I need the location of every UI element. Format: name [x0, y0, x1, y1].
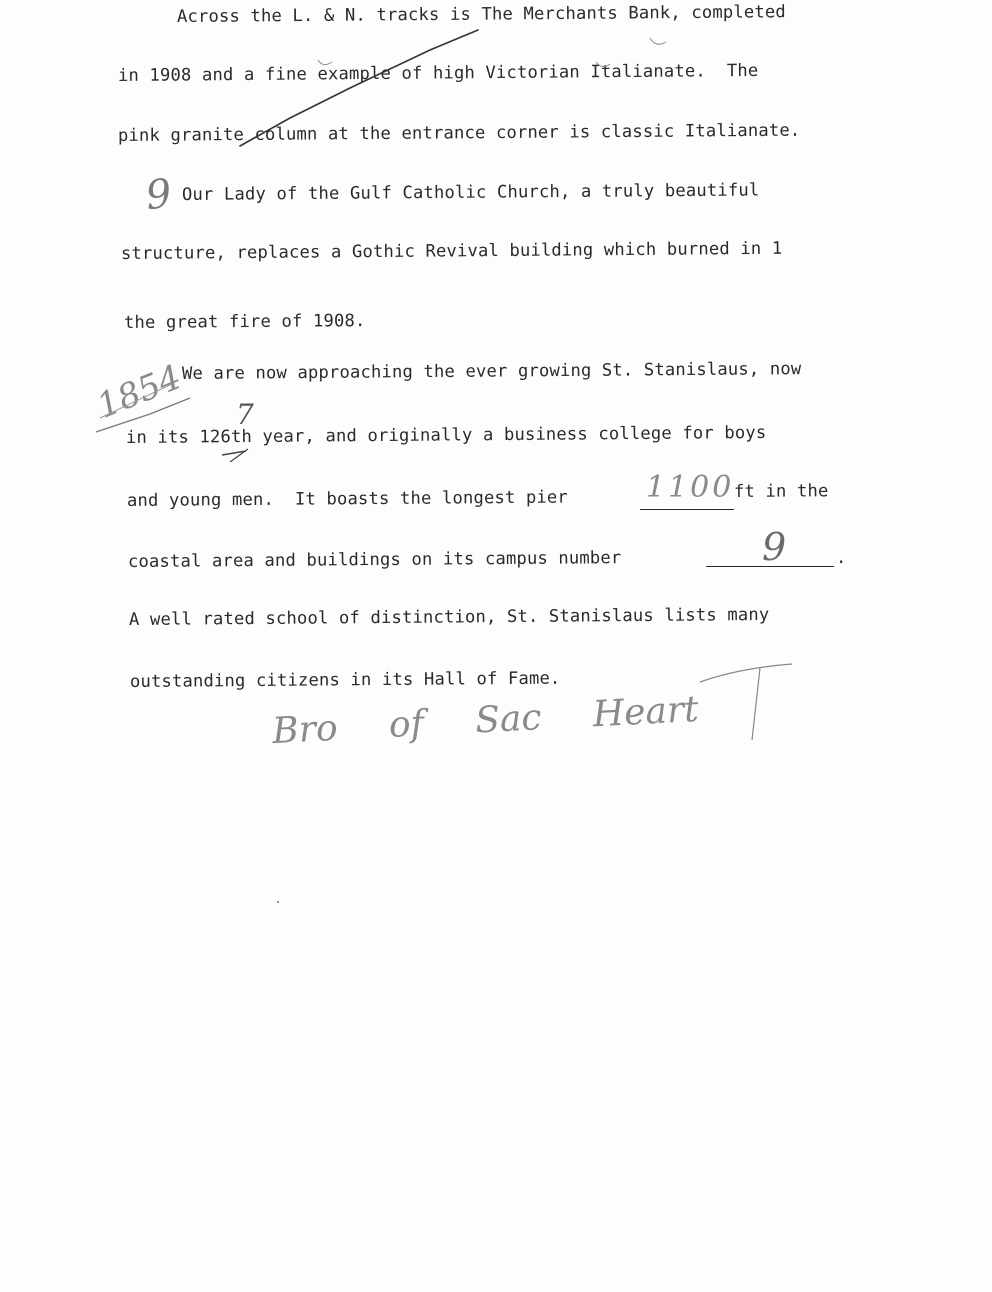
typed-line-2: in 1908 and a fine example of high Victorian Italianate. The [117, 60, 759, 86]
typed-line-4: Our Lady of the Gulf Catholic Church, a truly beautiful [181, 180, 760, 205]
small-tick-mark [650, 38, 666, 44]
typed-line-8: in its 126th year, and originally a business college for boys [125, 422, 767, 448]
annotation-leader-line [100, 384, 172, 418]
typed-line-10-end: . [836, 548, 847, 568]
typed-line-9: and young men. It boasts the longest pier [126, 487, 579, 511]
typed-line-3: pink granite column at the entrance corner is classic Italianate. [117, 120, 801, 146]
handwritten-year-correction: 7 [236, 398, 254, 431]
stray-dot [277, 901, 279, 903]
typed-line-10: coastal area and buildings on its campus number [127, 548, 632, 572]
handwritten-footer-note: Bro of Sac Heart [271, 688, 700, 753]
typed-line-7: We are now approaching the ever growing St. Stanislaus, now [181, 359, 802, 384]
handwritten-building-count: 9 [762, 525, 787, 569]
strike-through-mark [230, 449, 248, 462]
handwritten-paragraph-number: 9 [143, 170, 174, 220]
handwritten-founding-year: 1854 [91, 357, 187, 427]
typed-line-1: Across the L. & N. tracks is The Merchants Bank, completed [176, 2, 786, 27]
small-tick-mark [596, 62, 610, 67]
footer-scribble-stroke [752, 668, 760, 740]
diagonal-pen-stroke [240, 30, 478, 146]
footer-scribble-stroke [700, 664, 792, 682]
typed-line-12: outstanding citizens in its Hall of Fame. [129, 668, 561, 692]
typed-line-5: structure, replaces a Gothic Revival building which burned in 1 [120, 238, 783, 264]
typed-line-11: A well rated school of distinction, St. Stanislaus lists many [128, 604, 770, 630]
typed-line-9-end: ft in the [733, 481, 829, 502]
handwritten-pier-length: 1100 [646, 470, 735, 505]
annotation-leader-line [96, 398, 190, 432]
small-tick-mark [318, 60, 332, 65]
typed-line-6: the great fire of 1908. [123, 311, 366, 333]
